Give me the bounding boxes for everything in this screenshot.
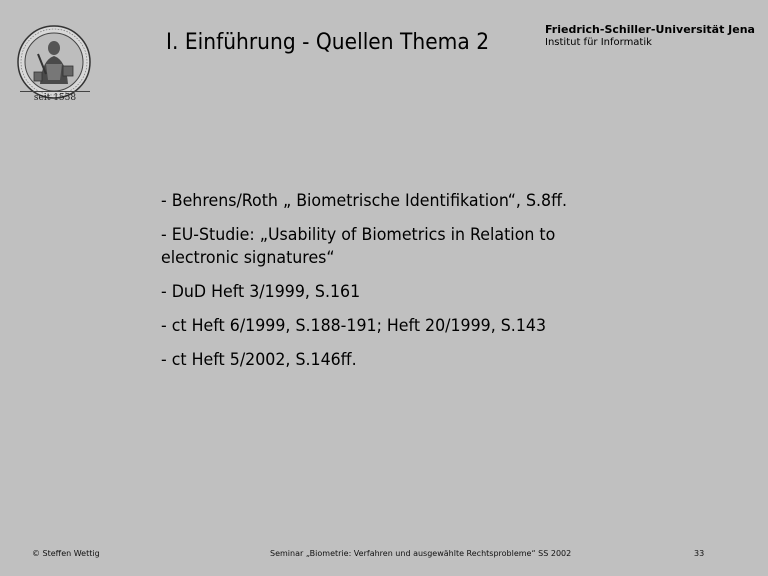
page-number: 33 [694,549,705,558]
list-item: - EU-Studie: „Usability of Biometrics in Relation to electronic signatures“ [161,225,556,268]
list-item: - ct Heft 6/1999, S.188-191; Heft 20/1999, S.143 [161,316,547,336]
list-item: - ct Heft 5/2002, S.146ff. [161,350,357,370]
seal-caption: seit 1558 [33,93,77,103]
footer-author: © Steffen Wettig [32,549,100,558]
seal-divider [20,91,90,92]
footer-seminar: Seminar „Biometrie: Verfahren und ausgewählte Rechtsprobleme“ SS 2002 [270,549,572,558]
institution-subtitle: Institut für Informatik [545,37,652,48]
list-item: - Behrens/Roth „ Biometrische Identifikation“, S.8ff. [161,191,568,211]
slide-title: I. Einführung - Quellen Thema 2 [166,30,490,55]
source-list [161,190,631,383]
institution-name: Friedrich-Schiller-Universität Jena [545,23,755,36]
list-item: - DuD Heft 3/1999, S.161 [161,282,361,302]
